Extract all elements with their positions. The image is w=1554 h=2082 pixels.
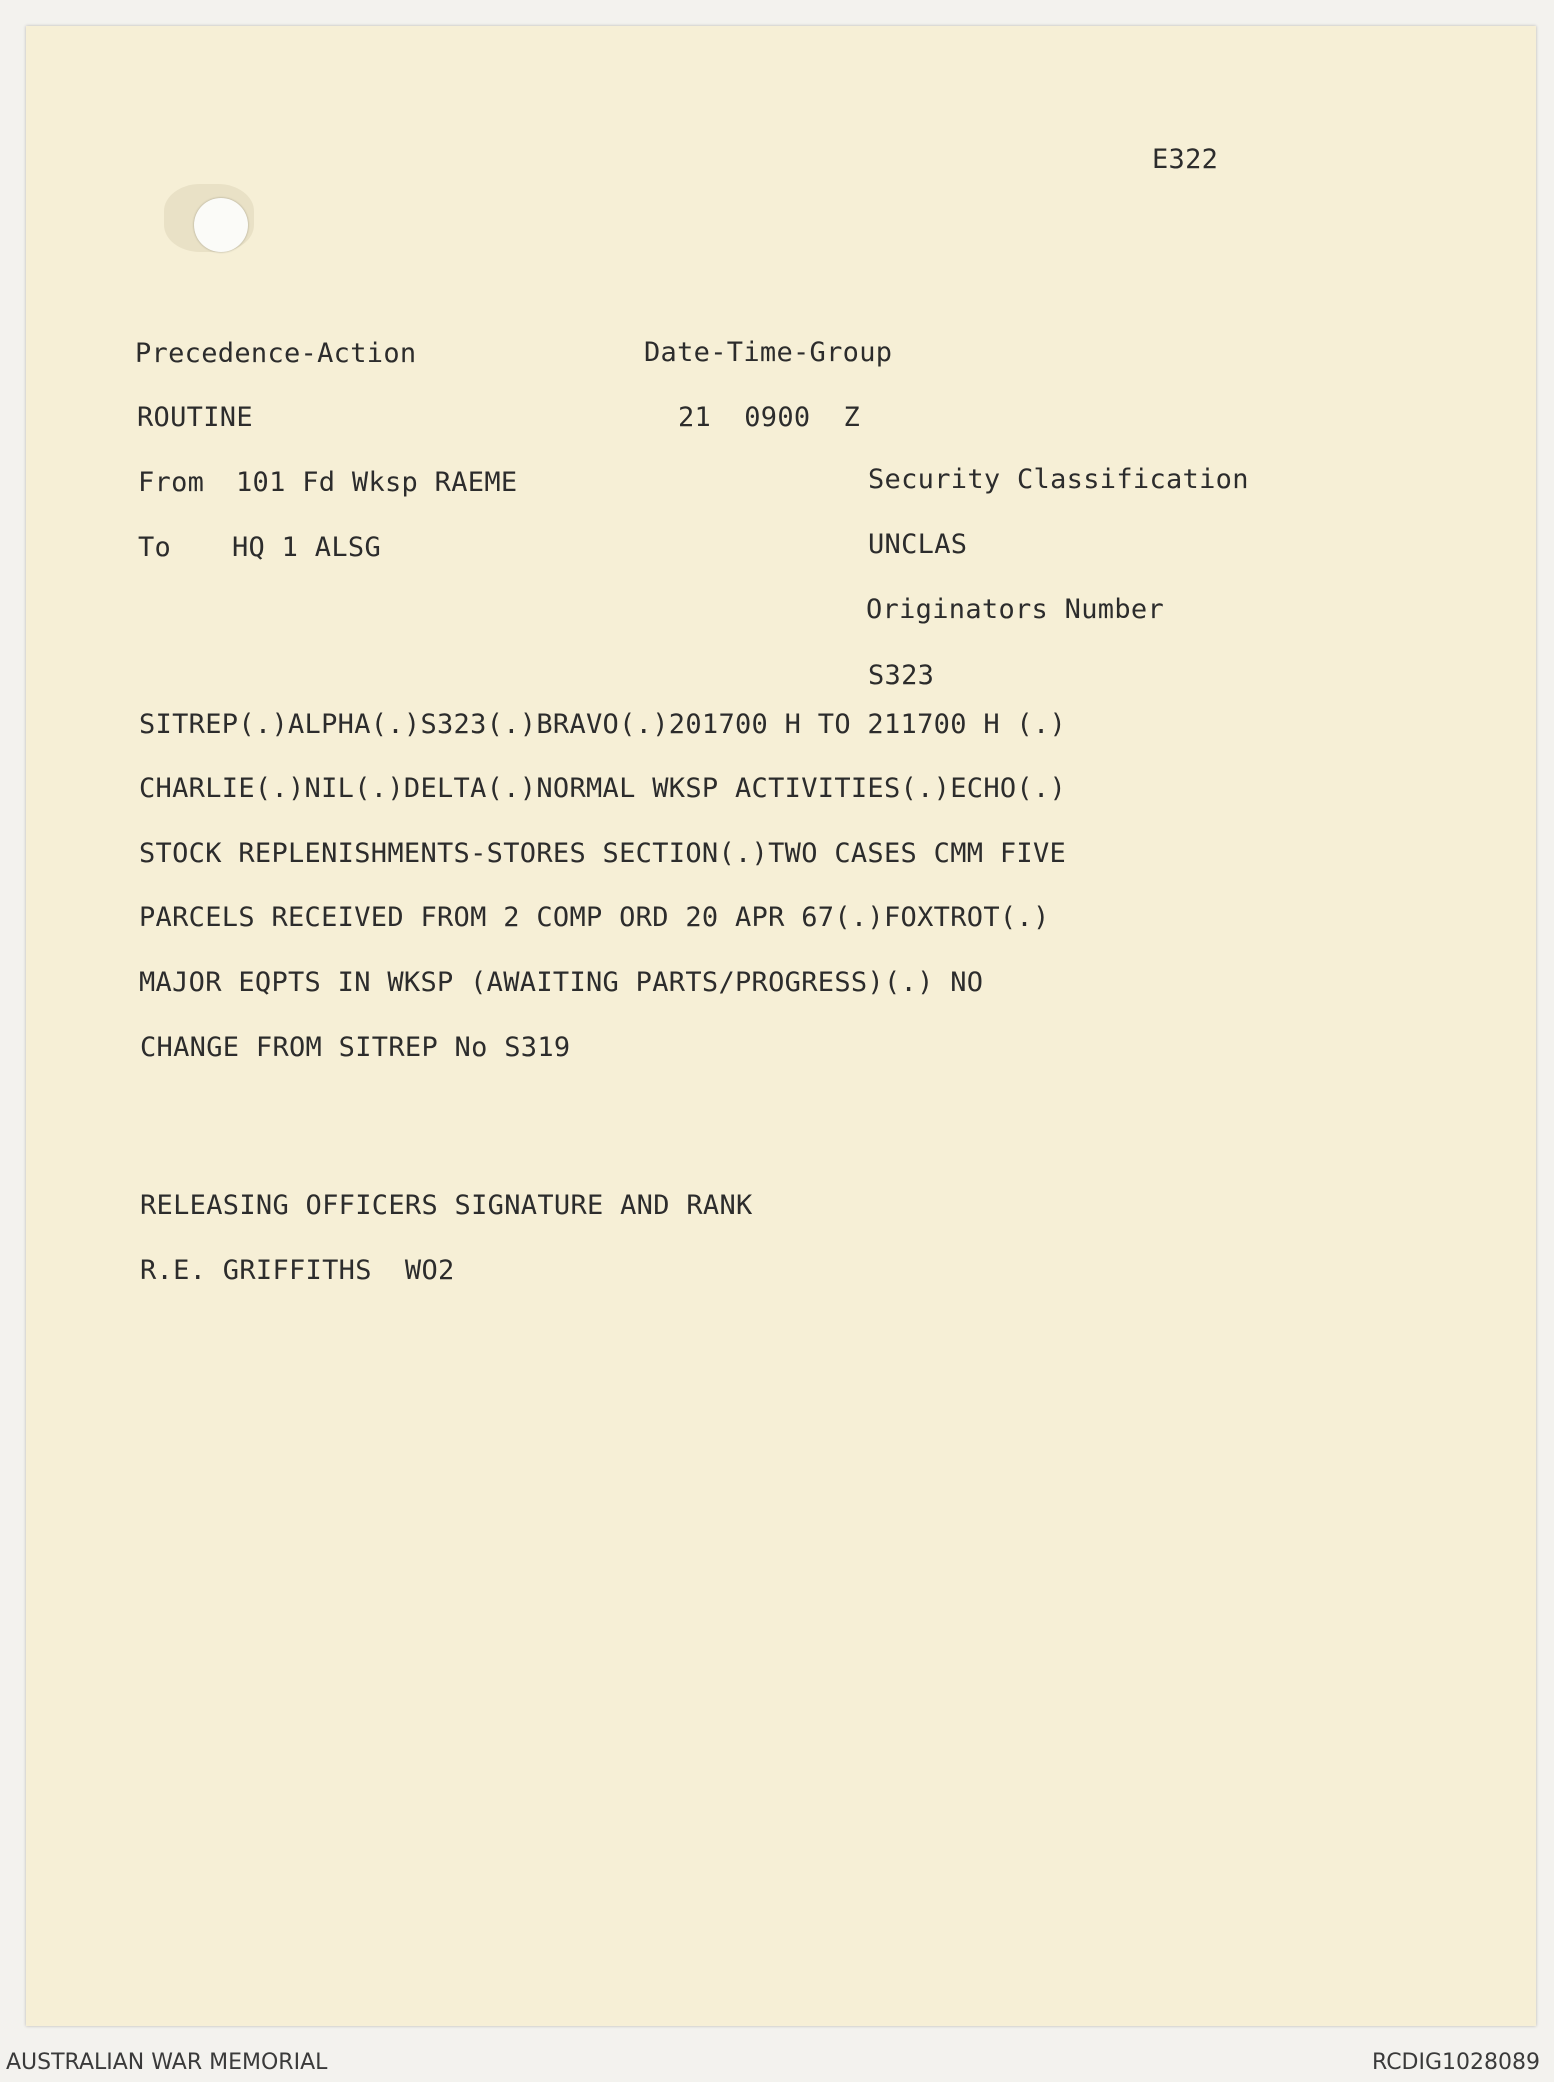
punch-hole: [194, 198, 248, 252]
originators-number-label: Originators Number: [866, 594, 1164, 625]
from-label: From: [138, 467, 205, 498]
message-body-line-2: CHARLIE(.)NIL(.)DELTA(.)NORMAL WKSP ACTIVITIES(.)ECHO(.): [139, 773, 1067, 804]
catalogue-id-caption: RCDIG1028089: [1372, 2050, 1541, 2075]
message-body-line-6: CHANGE FROM SITREP No S319: [140, 1032, 571, 1063]
to-value: HQ 1 ALSG: [232, 532, 381, 563]
message-body-line-1: SITREP(.)ALPHA(.)S323(.)BRAVO(.)201700 H TO 211700 H (.): [139, 709, 1067, 740]
document-reference-number: E322: [1152, 144, 1219, 175]
date-time-group-value: 21 0900 Z: [678, 402, 861, 433]
security-classification-label: Security Classification: [868, 464, 1249, 495]
releasing-officer-value: R.E. GRIFFITHS WO2: [140, 1255, 455, 1286]
security-classification-value: UNCLAS: [868, 529, 968, 560]
document-page: [26, 26, 1536, 2026]
message-body-line-4: PARCELS RECEIVED FROM 2 COMP ORD 20 APR 67(.)FOXTROT(.): [139, 902, 1050, 933]
releasing-officer-label: RELEASING OFFICERS SIGNATURE AND RANK: [140, 1190, 753, 1221]
message-body-line-3: STOCK REPLENISHMENTS-STORES SECTION(.)TWO CASES CMM FIVE: [139, 838, 1067, 869]
message-body-line-5: MAJOR EQPTS IN WKSP (AWAITING PARTS/PROGRESS)(.) NO: [139, 967, 984, 998]
institution-caption: AUSTRALIAN WAR MEMORIAL: [6, 2050, 328, 2075]
originators-number-value: S323: [868, 660, 935, 691]
from-value: 101 Fd Wksp RAEME: [236, 467, 518, 498]
date-time-group-label: Date-Time-Group: [644, 337, 893, 368]
to-label: To: [138, 532, 172, 563]
precedence-label: Precedence-Action: [135, 338, 417, 369]
precedence-value: ROUTINE: [137, 402, 253, 433]
